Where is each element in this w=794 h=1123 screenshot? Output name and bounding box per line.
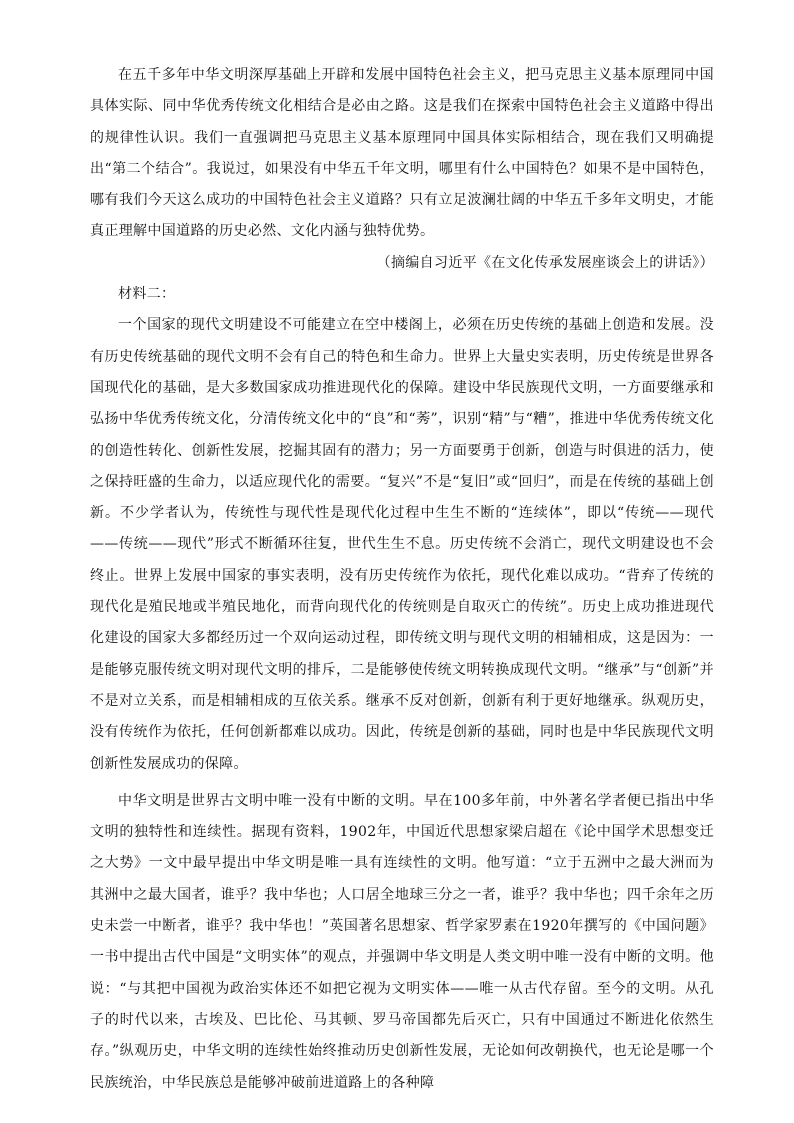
material-two-label: 材料二： [118,286,176,303]
material-two-paragraph-2: 中华文明是世界古文明中唯一没有中断的文明。早在100多年前，中外著名学者便已指出中华文明的独特性和连续性。据现有资料，1902年，中国近代思想家梁启超在《论中国学术思想变迁之大势》一文中最早提出中华文明是唯一具有连续性的文明。他写道：“立于五洲中之最大洲而为其洲中之最大国者，谁乎？我中华也；人口居全地球三分之一者，谁乎？我中华也；四千余年之历史未尝一中断者，谁乎？我中华也！”英国著名思想家、哲学家罗素在1920年撰写的《中国问题》一书中提出古代中国是“文明实体”的观点，并强调中华文明是人类文明中唯一没有中断的文明。他说：“与其把中国视为政治实体还不如把它视为文明实体——唯一从古代存留。至今的文明。从孔子的时代以来，古埃及、巴比伦、马其顿、罗马帝国都先后灭亡，只有中国通过不断进化依然生存。”纵观历史，中华文明的连续性始终推动历史创新性发展，无论如何改朝换代，也无论是哪一个民族统治，中华民族总是能够冲破前进道路上的各种障 [90,792,714,1091]
material-two-paragraph-1: 一个国家的现代文明建设不可能建立在空中楼阁上，必须在历史传统的基础上创造和发展。没有历史传统基础的现代文明不会有自己的特色和生命力。世界上大量史实表明，历史传统是世界各国现代化的基础，是大多数国家成功推进现代化的保障。建设中华民族现代文明，一方面要继承和弘扬中华优秀传统文化，分清传统文化中的“良”和“莠”，识别“精”与“糟”，推进中华优秀传统文化的创造性转化、创新性发展，挖掘其固有的潜力；另一方面要勇于创新，创造与时俱进的活力，使之保持旺盛的生命力，以适应现代化的需要。“复兴”不是“复旧”或“回归”，而是在传统的基础上创新。不少学者认为，传统性与现代性是现代化过程中生生不断的“连续体”，即以“传统——现代——传统——现代”形式不断循环往复，世代生生不息。历史传统不会消亡，现代文明建设也不会终止。世界上发展中国家的事实表明，没有历史传统作为依托，现代化难以成功。“背弃了传统的现代化是殖民地或半殖民地化，而背向现代化的传统则是自取灭亡的传统”。历史上成功推进现代化建设的国家大多都经历过一个双向运动过程，即传统文明与现代文明的相辅相成，这是因为：一是能够克服传统文明对现代文明的排斥，二是能够使传统文明转换成现代文明。“继承”与“创新”并不是对立关系，而是相辅相成的互依关系。继承不反对创新，创新有利于更好地继承。纵观历史，没有传统作为依托，任何创新都难以成功。因此，传统是创新的基础，同时也是中华民族现代文明创新性发展成功的保障。 [90,317,714,772]
document-page [90,60,714,1099]
material-one-source: （摘编自习近平《在文化传承发展座谈会上的讲话》） [376,254,714,271]
material-one-paragraph: 在五千多年中华文明深厚基础上开辟和发展中国特色社会主义，把马克思主义基本原理同中国具体实际、同中华优秀传统文化相结合是必由之路。这是我们在探索中国特色社会主义道路中得出的规律性认识。我们一直强调把马克思主义基本原理同中国具体实际相结合，现在我们又明确提出“第二个结合”。我说过，如果没有中华五千年文明，哪里有什么中国特色？如果不是中国特色，哪有我们今天这么成功的中国特色社会主义道路？只有立足波澜壮阔的中华五千多年文明史，才能真正理解中国道路的历史必然、文化内涵与独特优势。 [90,67,714,240]
